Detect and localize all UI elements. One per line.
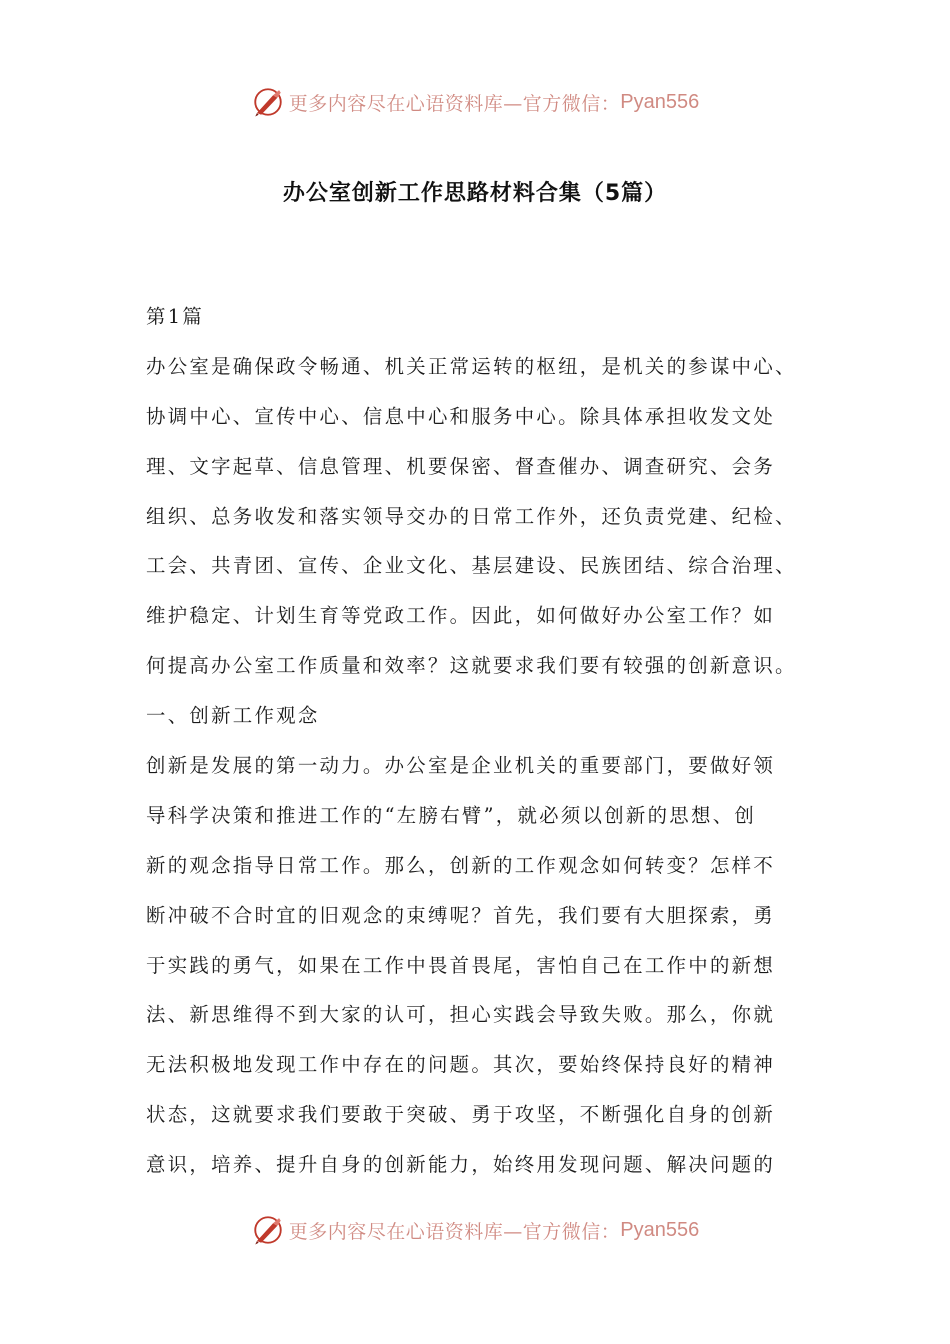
watermark-wechat-id: Pyan556 — [620, 1218, 700, 1241]
pen-logo-icon — [251, 1213, 285, 1247]
body-text-line: 于实践的勇气，如果在工作中畏首畏尾，害怕自己在工作中的新想 — [146, 953, 776, 977]
body-text-line: 法、新思维得不到大家的认可，担心实践会导致失败。那么，你就 — [146, 1003, 776, 1027]
watermark-wechat-id: Pyan556 — [620, 90, 700, 113]
subsection-heading: 一、创新工作观念 — [146, 704, 320, 728]
body-text-line: 理、文字起草、信息管理、机要保密、督查催办、调查研究、会务 — [146, 454, 776, 478]
section-heading: 第1篇 — [146, 305, 205, 328]
document-title: 办公室创新工作思路材料合集（5篇） — [282, 181, 668, 206]
body-text-line: 状态，这就要求我们要敢于突破、勇于攻坚，不断强化自身的创新 — [146, 1103, 776, 1127]
watermark-text: 更多内容尽在心语资料库—官方微信： — [288, 1220, 621, 1243]
body-text-line: 意识，培养、提升自身的创新能力，始终用发现问题、解决问题的 — [146, 1153, 776, 1177]
header-watermark-banner — [0, 80, 950, 124]
body-text-line: 导科学决策和推进工作的“左膀右臂”，就必须以创新的思想、创 — [146, 803, 757, 827]
body-text-line: 无法积极地发现工作中存在的问题。其次，要始终保持良好的精神 — [146, 1053, 776, 1077]
body-text-line: 新的观念指导日常工作。那么，创新的工作观念如何转变？怎样不 — [146, 853, 776, 877]
document-body — [146, 292, 808, 1190]
watermark-text: 更多内容尽在心语资料库—官方微信： — [288, 92, 621, 115]
body-text-line: 断冲破不合时宜的旧观念的束缚呢？首先，我们要有大胆探索，勇 — [146, 903, 776, 927]
body-text-line: 组织、总务收发和落实领导交办的日常工作外，还负责党建、纪检、 — [146, 504, 797, 528]
body-text-line: 工会、共青团、宣传、企业文化、基层建设、民族团结、综合治理、 — [146, 554, 797, 578]
body-text-line: 办公室是确保政令畅通、机关正常运转的枢纽，是机关的参谋中心、 — [146, 354, 797, 378]
footer-watermark-banner — [0, 1208, 950, 1252]
body-text-line: 维护稳定、计划生育等党政工作。因此，如何做好办公室工作？如 — [146, 604, 776, 628]
body-text-line: 创新是发展的第一动力。办公室是企业机关的重要部门，要做好领 — [146, 754, 776, 778]
body-text-line: 协调中心、宣传中心、信息中心和服务中心。除具体承担收发文处 — [146, 404, 776, 428]
pen-logo-icon — [251, 85, 285, 119]
body-text-line: 何提高办公室工作质量和效率？这就要求我们要有较强的创新意识。 — [146, 654, 797, 678]
